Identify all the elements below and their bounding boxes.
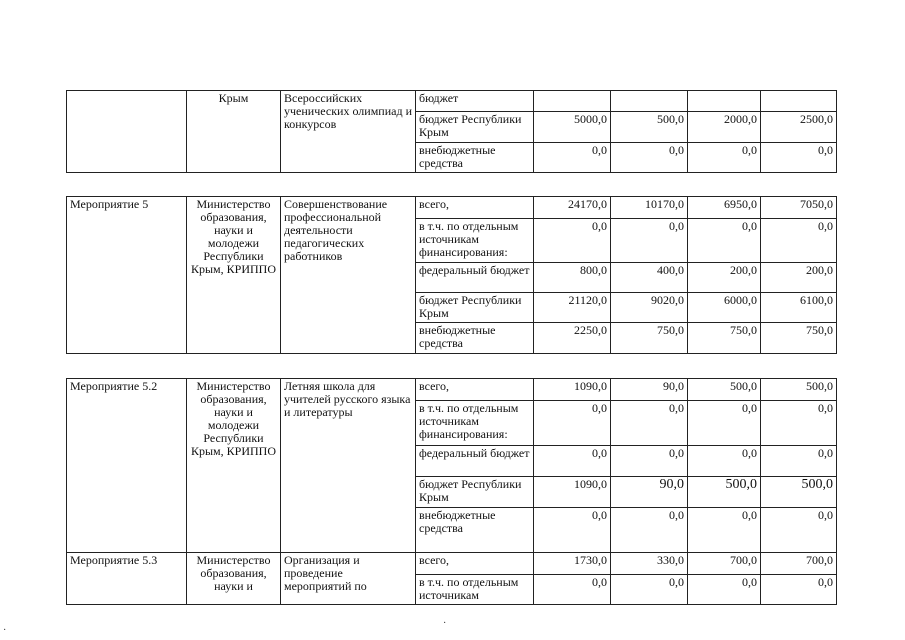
executor-cell: Министерство образования, науки и молодежи Республики Крым, КРИППО [187,379,281,553]
amount-total-cell: 0,0 [534,143,611,173]
amount-year3-cell: 0,0 [761,446,837,477]
amount-year2-cell: 500,0 [688,379,761,401]
table-row [67,553,837,575]
amount-year1-cell: 330,0 [611,553,688,575]
amount-year1-cell: 0,0 [611,219,688,263]
amount-year2-cell: 500,0 [688,477,761,508]
amount-total-cell: 2250,0 [534,323,611,354]
funding-source-cell: федеральный бюджет [416,446,534,477]
amount-year1-cell: 500,0 [611,112,688,143]
amount-year2-cell: 750,0 [688,323,761,354]
event-description-cell: Совершенствование профессиональной деятельности педагогических работников [281,197,416,354]
amount-total-cell: 1730,0 [534,553,611,575]
funding-source-cell: бюджет Республики Крым [416,293,534,323]
amount-year3-cell: 750,0 [761,323,837,354]
event-cell: Мероприятие 5.2 [67,379,187,553]
amount-year1-cell [611,91,688,112]
funding-source-cell: федеральный бюджет [416,263,534,293]
amount-total-cell: 0,0 [534,575,611,605]
funding-table-continuation [66,90,837,173]
funding-source-cell: бюджет Республики Крым [416,112,534,143]
amount-year1-cell: 90,0 [611,477,688,508]
funding-table-event-5 [66,196,837,354]
scan-speck: · [3,625,7,636]
amount-year2-cell: 0,0 [688,401,761,446]
event-description-cell: Организация и проведение мероприятий по [281,553,416,605]
amount-year2-cell: 0,0 [688,219,761,263]
amount-year1-cell: 0,0 [611,575,688,605]
amount-year3-cell: 0,0 [761,219,837,263]
amount-year3-cell: 500,0 [761,477,837,508]
amount-total-cell: 0,0 [534,508,611,553]
event-description-cell: Летняя школа для учителей русского языка и литературы [281,379,416,553]
amount-year3-cell: 0,0 [761,401,837,446]
amount-total-cell: 5000,0 [534,112,611,143]
funding-source-cell: в т.ч. по отдельным источникам финансирования: [416,219,534,263]
amount-year1-cell: 400,0 [611,263,688,293]
table-row [67,91,837,112]
amount-year2-cell [688,91,761,112]
amount-year1-cell: 0,0 [611,508,688,553]
amount-total-cell: 0,0 [534,446,611,477]
amount-year1-cell: 0,0 [611,401,688,446]
amount-total-cell [534,91,611,112]
event-cell: Мероприятие 5 [67,197,187,354]
amount-year3-cell: 2500,0 [761,112,837,143]
amount-total-cell: 1090,0 [534,379,611,401]
amount-year3-cell: 500,0 [761,379,837,401]
event-cell [67,91,187,173]
funding-source-cell: в т.ч. по отдельным источникам [416,575,534,605]
amount-year3-cell [761,91,837,112]
amount-year2-cell: 6000,0 [688,293,761,323]
table-row [67,197,837,219]
funding-source-cell: всего, [416,197,534,219]
amount-year1-cell: 0,0 [611,143,688,173]
amount-total-cell: 0,0 [534,219,611,263]
amount-year2-cell: 0,0 [688,446,761,477]
amount-year2-cell: 0,0 [688,575,761,605]
funding-source-cell: всего, [416,379,534,401]
event-description-cell: Всероссийских ученических олимпиад и конкурсов [281,91,416,173]
funding-source-cell: внебюджетные средства [416,143,534,173]
amount-year2-cell: 2000,0 [688,112,761,143]
amount-year2-cell: 700,0 [688,553,761,575]
amount-total-cell: 800,0 [534,263,611,293]
funding-source-cell: бюджет [416,91,534,112]
amount-total-cell: 0,0 [534,401,611,446]
amount-total-cell: 1090,0 [534,477,611,508]
funding-source-cell: в т.ч. по отдельным источникам финансирования: [416,401,534,446]
amount-year1-cell: 10170,0 [611,197,688,219]
funding-source-cell: всего, [416,553,534,575]
amount-year2-cell: 0,0 [688,143,761,173]
funding-source-cell: внебюджетные средства [416,323,534,354]
amount-year3-cell: 7050,0 [761,197,837,219]
amount-year1-cell: 750,0 [611,323,688,354]
amount-year3-cell: 200,0 [761,263,837,293]
amount-year1-cell: 0,0 [611,446,688,477]
amount-total-cell: 21120,0 [534,293,611,323]
amount-total-cell: 24170,0 [534,197,611,219]
event-cell: Мероприятие 5.3 [67,553,187,605]
executor-cell: Министерство образования, науки и [187,553,281,605]
amount-year2-cell: 6950,0 [688,197,761,219]
amount-year3-cell: 700,0 [761,553,837,575]
amount-year2-cell: 200,0 [688,263,761,293]
amount-year3-cell: 0,0 [761,575,837,605]
scan-speck: · [443,618,447,629]
executor-cell: Министерство образования, науки и молодежи Республики Крым, КРИППО [187,197,281,354]
amount-year3-cell: 0,0 [761,143,837,173]
amount-year1-cell: 9020,0 [611,293,688,323]
funding-table-events-5-2-5-3 [66,378,837,605]
amount-year1-cell: 90,0 [611,379,688,401]
funding-source-cell: внебюджетные средства [416,508,534,553]
funding-source-cell: бюджет Республики Крым [416,477,534,508]
amount-year3-cell: 6100,0 [761,293,837,323]
table-row [67,379,837,401]
amount-year2-cell: 0,0 [688,508,761,553]
amount-year3-cell: 0,0 [761,508,837,553]
executor-cell: Крым [187,91,281,173]
